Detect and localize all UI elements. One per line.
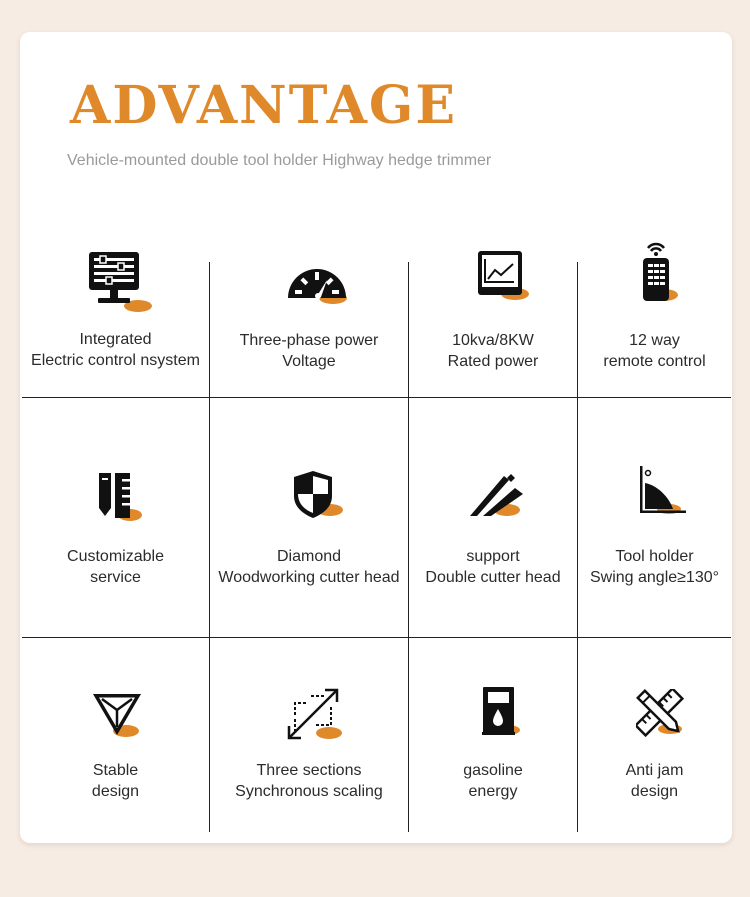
feature-item (578, 685, 731, 815)
feature-label-line2: energy (468, 783, 518, 800)
feature-label-line2: Electric control nsystem (31, 352, 200, 369)
control-panel-icon (88, 250, 154, 321)
expand-arrows-icon (287, 687, 345, 746)
page-title: ADVANTAGE (70, 75, 457, 136)
feature-label-line2: Swing angle≥130° (589, 569, 720, 586)
grid-divider (22, 397, 731, 398)
remote-control-icon (642, 240, 682, 311)
feature-label-line1: support (466, 548, 520, 565)
feature-label-line2: Double cutter head (425, 569, 561, 586)
feature-label-line2: Synchronous scaling (235, 783, 383, 800)
grid-divider (22, 637, 731, 638)
feature-label-line1: 12 way (629, 332, 680, 349)
tools-icon (98, 470, 148, 531)
feature-label-line1: Three-phase power (239, 332, 379, 349)
feature-label-line1: Customizable (67, 548, 164, 565)
feature-item (22, 685, 209, 815)
feature-item (210, 470, 408, 620)
speedometer-icon (287, 250, 353, 321)
feature-label-line1: Tool holder (615, 548, 694, 565)
feature-label-line1: Three sections (256, 762, 362, 779)
feature-label-line2: Rated power (447, 353, 539, 370)
feature-label-line1: Integrated (79, 331, 152, 348)
page-subtitle: Vehicle-mounted double tool holder Highway hedge trimmer (67, 152, 492, 169)
feature-label-line2: remote control (603, 353, 706, 370)
triangle-stable-icon (92, 691, 148, 746)
feature-label-line2: Woodworking cutter head (218, 569, 400, 586)
feature-label-line1: 10kva/8KW (452, 332, 534, 349)
feature-item (409, 240, 577, 390)
feature-label-line1: Diamond (276, 548, 342, 565)
feature-label-line1: Stable (92, 762, 139, 779)
feature-item (22, 470, 209, 620)
fuel-pump-icon (482, 686, 526, 743)
feature-item (578, 240, 731, 390)
shield-icon (292, 470, 348, 531)
feature-label-line1: Anti jam (625, 762, 684, 779)
feature-item (409, 685, 577, 815)
feature-item (578, 462, 731, 620)
feature-label-line2: service (90, 569, 141, 586)
feature-label-line2: design (91, 783, 140, 800)
feature-label-line1: gasoline (463, 762, 523, 779)
feature-item (409, 470, 577, 620)
ruler-pencil-icon (636, 689, 690, 744)
feature-item (22, 240, 209, 390)
feature-label-line2: design (630, 783, 679, 800)
feature-item (210, 685, 408, 815)
swing-angle-icon (639, 465, 689, 522)
double-blade-icon (469, 470, 529, 531)
feature-label-line2: Voltage (282, 353, 336, 370)
feature-item (210, 240, 408, 390)
line-chart-icon (477, 250, 543, 321)
